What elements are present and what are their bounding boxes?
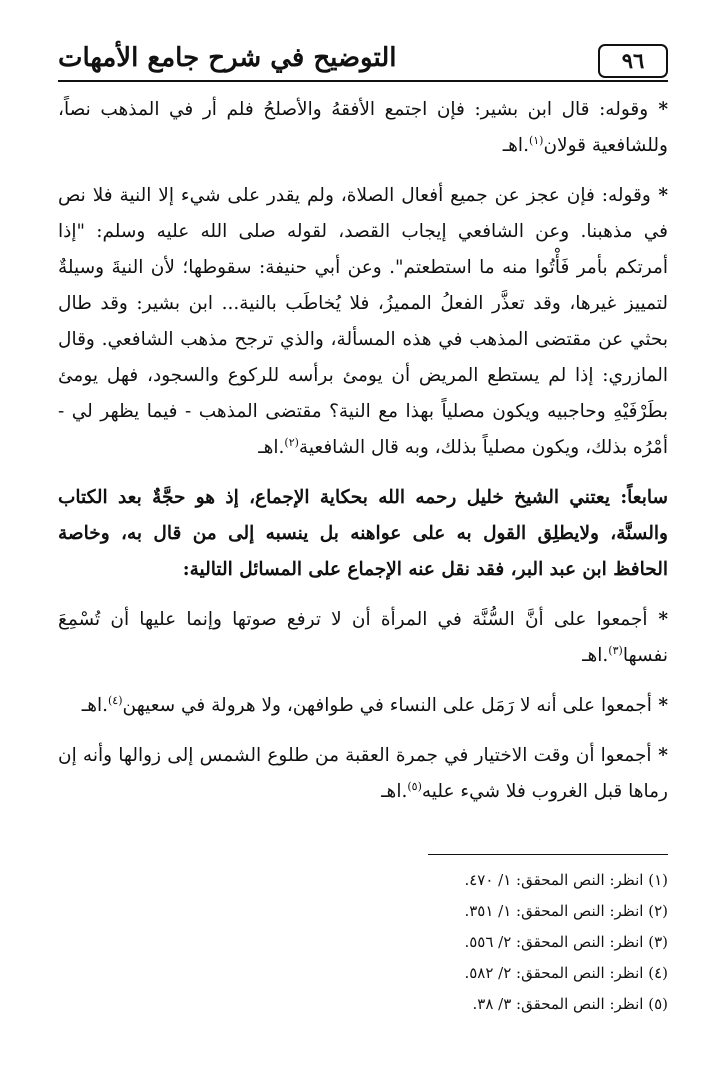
- page-body: [58, 92, 668, 810]
- page-header: [58, 36, 668, 82]
- paragraph: [58, 92, 668, 164]
- paragraph-tail: .اهـ: [502, 135, 529, 156]
- footnote-ref: (١): [528, 133, 544, 147]
- paragraph-lead: *: [651, 695, 668, 716]
- paragraph-tail: .اهـ: [582, 645, 609, 666]
- paragraph-text: أجمعوا على أنَّ السُّنَّة في المرأة أن لا ترفع صوتها وإنما عليها أن تُسْمِعَ نفسها: [58, 609, 668, 666]
- paragraph-lead: *: [647, 609, 668, 630]
- paragraph-lead: *: [651, 745, 668, 766]
- footnote: (٣) انظر: النص المحقق: ٢/ ٥٥٦.: [464, 933, 668, 951]
- paragraph-lead: *: [650, 185, 668, 206]
- paragraph-seventh-point: [58, 480, 668, 588]
- paragraph-text: وقوله: قال ابن بشير: فإن اجتمع الأفقهُ والأصلحُ فلم أر في المذهب نصاً، وللشافعية قولان: [58, 99, 668, 156]
- paragraph-text: يعتني الشيخ خليل رحمه الله بحكاية الإجماع، إذ هو حجَّةٌ بعد الكتاب والسنَّة، ولايطلِق القول به على عواهنه بل ينسبه إلى من قال به، وخاصة الحافظ ابن عبد البر، فقد نقل عنه الإجماع على المسائل التالية:: [58, 487, 668, 580]
- paragraph: [58, 738, 668, 810]
- footnote: (٤) انظر: النص المحقق: ٢/ ٥٨٢.: [464, 964, 668, 982]
- paragraph-tail: .اهـ: [81, 695, 108, 716]
- paragraph-tail: .اهـ: [258, 437, 285, 458]
- footnote-divider: [428, 854, 668, 855]
- footnote-ref: (٢): [284, 435, 299, 449]
- paragraph-text: وقوله: فإن عجز عن جميع أفعال الصلاة، ولم يقدر على شيء إلا النية فلا نص في مذهبنا. وعن الشافعي إيجاب القصد، لقوله صلى الله عليه وسلم: "إذا أمرتكم بأمر فَأْتُوا منه ما استطعتم". وعن أبي حنيفة: سقوطها؛ لأن النيةَ وسيلةٌ لتمييز غيرها، وقد تعذَّر الفعلُ المميزُ، فلا يُخاطَب بالنية... ابن بشير: وقد طال بحثي عن مقتضى المذهب في هذه المسألة، والذي ترجح مذهب الشافعي. وقال المازري: إذا لم يستطع المريض أن يومئ برأسه للركوع والسجود، فهل يومئ بطَرْفَيْهِ وحاجبيه ويكون مصلياً بهذا مع النية؟ مقتضى المذهب - فيما يظهر لي - أمْرُه بذلك، ويكون مصلياً بذلك، وبه قال الشافعية: [58, 185, 668, 458]
- paragraph-lead: *: [648, 99, 668, 120]
- footnote-ref: (٥): [407, 779, 422, 793]
- footnote: (١) انظر: النص المحقق: ١/ ٤٧٠.: [464, 871, 668, 889]
- footnote-ref: (٤): [107, 693, 123, 707]
- paragraph-text: أجمعوا أن وقت الاختيار في جمرة العقبة من طلوع الشمس إلى زوالها وأنه إن رماها قبل الغروب فلا شيء عليه: [58, 745, 668, 802]
- footnote-ref: (٣): [608, 643, 623, 657]
- book-page: [58, 36, 668, 1046]
- paragraph-text: أجمعوا على أنه لا رَمَل على النساء في طوافهن، ولا هرولة في سعيهن: [122, 695, 652, 716]
- paragraph-tail: .اهـ: [381, 781, 408, 802]
- running-title: التوضيح في شرح جامع الأمهات: [58, 43, 397, 73]
- paragraph: [58, 602, 668, 674]
- footnotes: [58, 865, 668, 1020]
- footnote: (٥) انظر: النص المحقق: ٣/ ٣٨.: [472, 995, 668, 1013]
- page-number: ٩٦: [598, 44, 668, 78]
- paragraph: [58, 178, 668, 466]
- paragraph-lead: سابعاً:: [609, 487, 668, 508]
- footnote: (٢) انظر: النص المحقق: ١/ ٣٥١.: [464, 902, 668, 920]
- paragraph: [58, 688, 668, 724]
